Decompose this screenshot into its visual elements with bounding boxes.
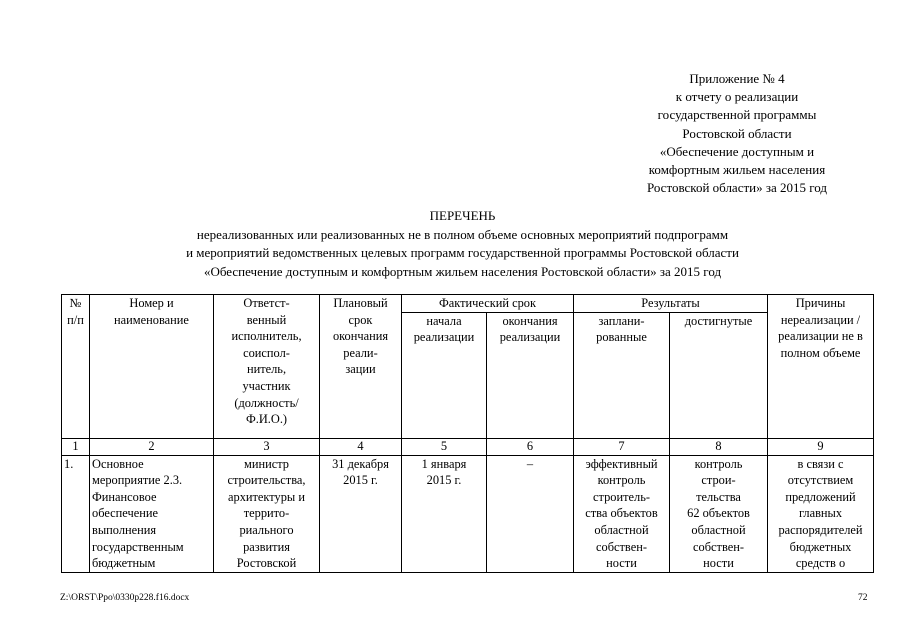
title-line: нереализованных или реализованных не в полном объеме основных мероприятий подпрограмм bbox=[196, 226, 729, 242]
cell-text: развития bbox=[243, 539, 290, 554]
header-text: реализации bbox=[413, 330, 475, 345]
header-text: № bbox=[69, 296, 82, 310]
cell-text: строитель- bbox=[593, 489, 650, 504]
appendix-line: Ростовской области bbox=[682, 125, 792, 141]
cell-num: 1. bbox=[62, 455, 90, 572]
column-number: 3 bbox=[214, 438, 320, 455]
cell-text: 1 января bbox=[421, 456, 467, 471]
header-actual-end bbox=[487, 312, 574, 438]
header-text: реализации bbox=[499, 330, 561, 345]
column-number: 5 bbox=[402, 438, 487, 455]
cell-text: эффективный bbox=[585, 456, 658, 471]
header-text: исполнитель, bbox=[231, 329, 302, 344]
header-text: венный bbox=[246, 312, 287, 327]
header-num bbox=[62, 295, 90, 439]
appendix-line: «Обеспечение доступным и bbox=[659, 143, 815, 159]
header-text: Причины bbox=[795, 296, 846, 310]
cell-text: государственным bbox=[92, 539, 184, 554]
cell-text: главных bbox=[798, 506, 843, 521]
cell-text: ности bbox=[606, 556, 637, 571]
cell-text: Финансовое bbox=[92, 489, 157, 504]
cell-text: тельства bbox=[696, 489, 741, 504]
header-text: срок bbox=[348, 312, 373, 327]
header-text: окончания bbox=[332, 329, 389, 344]
header-text: заплани- bbox=[598, 313, 645, 328]
cell-text: строительства, bbox=[227, 473, 306, 488]
column-number: 2 bbox=[90, 438, 214, 455]
document-title bbox=[90, 207, 835, 281]
cell-text: распорядителей bbox=[778, 522, 863, 537]
cell-text: министр bbox=[244, 456, 289, 471]
cell-text: контроль bbox=[597, 473, 646, 488]
footer-file-path: Z:\ORST\Ppo\0330p228.f16.docx bbox=[60, 593, 190, 603]
title-heading: ПЕРЕЧЕНЬ bbox=[429, 208, 496, 223]
header-text: нереализации / bbox=[780, 312, 861, 327]
cell-actual-end bbox=[487, 455, 574, 572]
column-number: 8 bbox=[670, 438, 768, 455]
cell-text: – bbox=[526, 456, 534, 471]
cell-text: выполнения bbox=[92, 522, 157, 537]
header-results-group: Результаты bbox=[574, 295, 768, 313]
cell-actual-start bbox=[402, 455, 487, 572]
title-line: и мероприятий ведомственных целевых программ государственной программы Ростовской области bbox=[186, 245, 739, 260]
cell-results-planned bbox=[574, 455, 670, 572]
cell-text: средств о bbox=[795, 556, 846, 571]
cell-text: областной bbox=[691, 522, 746, 537]
header-text: участник bbox=[242, 378, 291, 393]
cell-text: риального bbox=[239, 522, 294, 537]
cell-planned bbox=[320, 455, 402, 572]
table-row bbox=[62, 455, 874, 572]
footer-page-number: 72 bbox=[858, 593, 868, 603]
cell-text: 2015 г. bbox=[343, 473, 378, 488]
cell-text: отсутствием bbox=[787, 473, 854, 488]
cell-text: Основное bbox=[92, 456, 144, 471]
events-table bbox=[61, 294, 874, 573]
column-number: 1 bbox=[62, 438, 90, 455]
cell-responsible bbox=[214, 455, 320, 572]
cell-results-achieved bbox=[670, 455, 768, 572]
header-text: наименование bbox=[114, 312, 189, 327]
cell-text: 2015 г. bbox=[426, 473, 462, 488]
header-results-planned bbox=[574, 312, 670, 438]
appendix-header bbox=[612, 70, 862, 197]
header-text: достигнутые bbox=[684, 313, 753, 328]
cell-text: обеспечение bbox=[92, 506, 158, 521]
header-text: Номер и bbox=[129, 296, 174, 310]
header-text: Ф.И.О.) bbox=[245, 412, 288, 427]
cell-text: контроль bbox=[694, 456, 743, 471]
title-line: «Обеспечение доступным и комфортным жильем населения Ростовской области» за 2015 год bbox=[203, 263, 722, 279]
cell-name bbox=[90, 455, 214, 572]
column-number: 9 bbox=[768, 438, 874, 455]
cell-text: террито- bbox=[243, 506, 290, 521]
header-actual-group: Фактический срок bbox=[402, 295, 574, 313]
cell-text: предложений bbox=[785, 489, 856, 504]
cell-text: собствен- bbox=[693, 539, 744, 554]
cell-text: архитектуры и bbox=[228, 489, 305, 504]
header-text: Плановый bbox=[333, 296, 388, 310]
header-planned bbox=[320, 295, 402, 439]
cell-text: 62 объектов bbox=[687, 506, 750, 521]
header-text: реали- bbox=[343, 345, 378, 360]
appendix-line: к отчету о реализации bbox=[675, 89, 799, 105]
appendix-line: Ростовской области» за 2015 год bbox=[646, 180, 828, 196]
appendix-line: государственной программы bbox=[657, 107, 817, 123]
cell-text: бюджетных bbox=[789, 539, 852, 554]
appendix-line: Приложение № 4 bbox=[689, 71, 785, 86]
header-text: п/п bbox=[67, 312, 84, 327]
header-text: реализации не в bbox=[778, 329, 863, 344]
cell-reasons bbox=[768, 455, 874, 572]
header-actual-start bbox=[402, 312, 487, 438]
cell-text: ства объектов bbox=[585, 506, 658, 521]
cell-text: ности bbox=[703, 556, 734, 571]
header-text: нитель, bbox=[246, 362, 287, 377]
cell-text: собствен- bbox=[596, 539, 647, 554]
header-text: окончания bbox=[502, 313, 558, 328]
header-text: начала bbox=[426, 313, 462, 328]
header-text: полном объеме bbox=[780, 345, 861, 360]
header-responsible bbox=[214, 295, 320, 439]
header-text: рованные bbox=[596, 330, 647, 345]
header-reasons bbox=[768, 295, 874, 439]
cell-text: бюджетным bbox=[92, 556, 156, 571]
cell-text: Ростовской bbox=[236, 556, 297, 571]
cell-text: строи- bbox=[701, 473, 736, 488]
header-row bbox=[62, 295, 874, 313]
header-name bbox=[90, 295, 214, 439]
cell-text: 31 декабря bbox=[332, 456, 389, 471]
column-number: 6 bbox=[487, 438, 574, 455]
cell-text: областной bbox=[594, 522, 649, 537]
header-text: соиспол- bbox=[243, 345, 290, 360]
column-number: 4 bbox=[320, 438, 402, 455]
appendix-line: комфортным жильем населения bbox=[648, 162, 826, 178]
header-text: Ответст- bbox=[243, 296, 290, 310]
cell-text: в связи с bbox=[797, 456, 844, 471]
column-number-row bbox=[62, 438, 874, 455]
header-results-achieved bbox=[670, 312, 768, 438]
header-text: зации bbox=[345, 362, 376, 377]
cell-text: мероприятие 2.3. bbox=[92, 473, 183, 488]
header-text: (должность/ bbox=[234, 395, 299, 410]
column-number: 7 bbox=[574, 438, 670, 455]
